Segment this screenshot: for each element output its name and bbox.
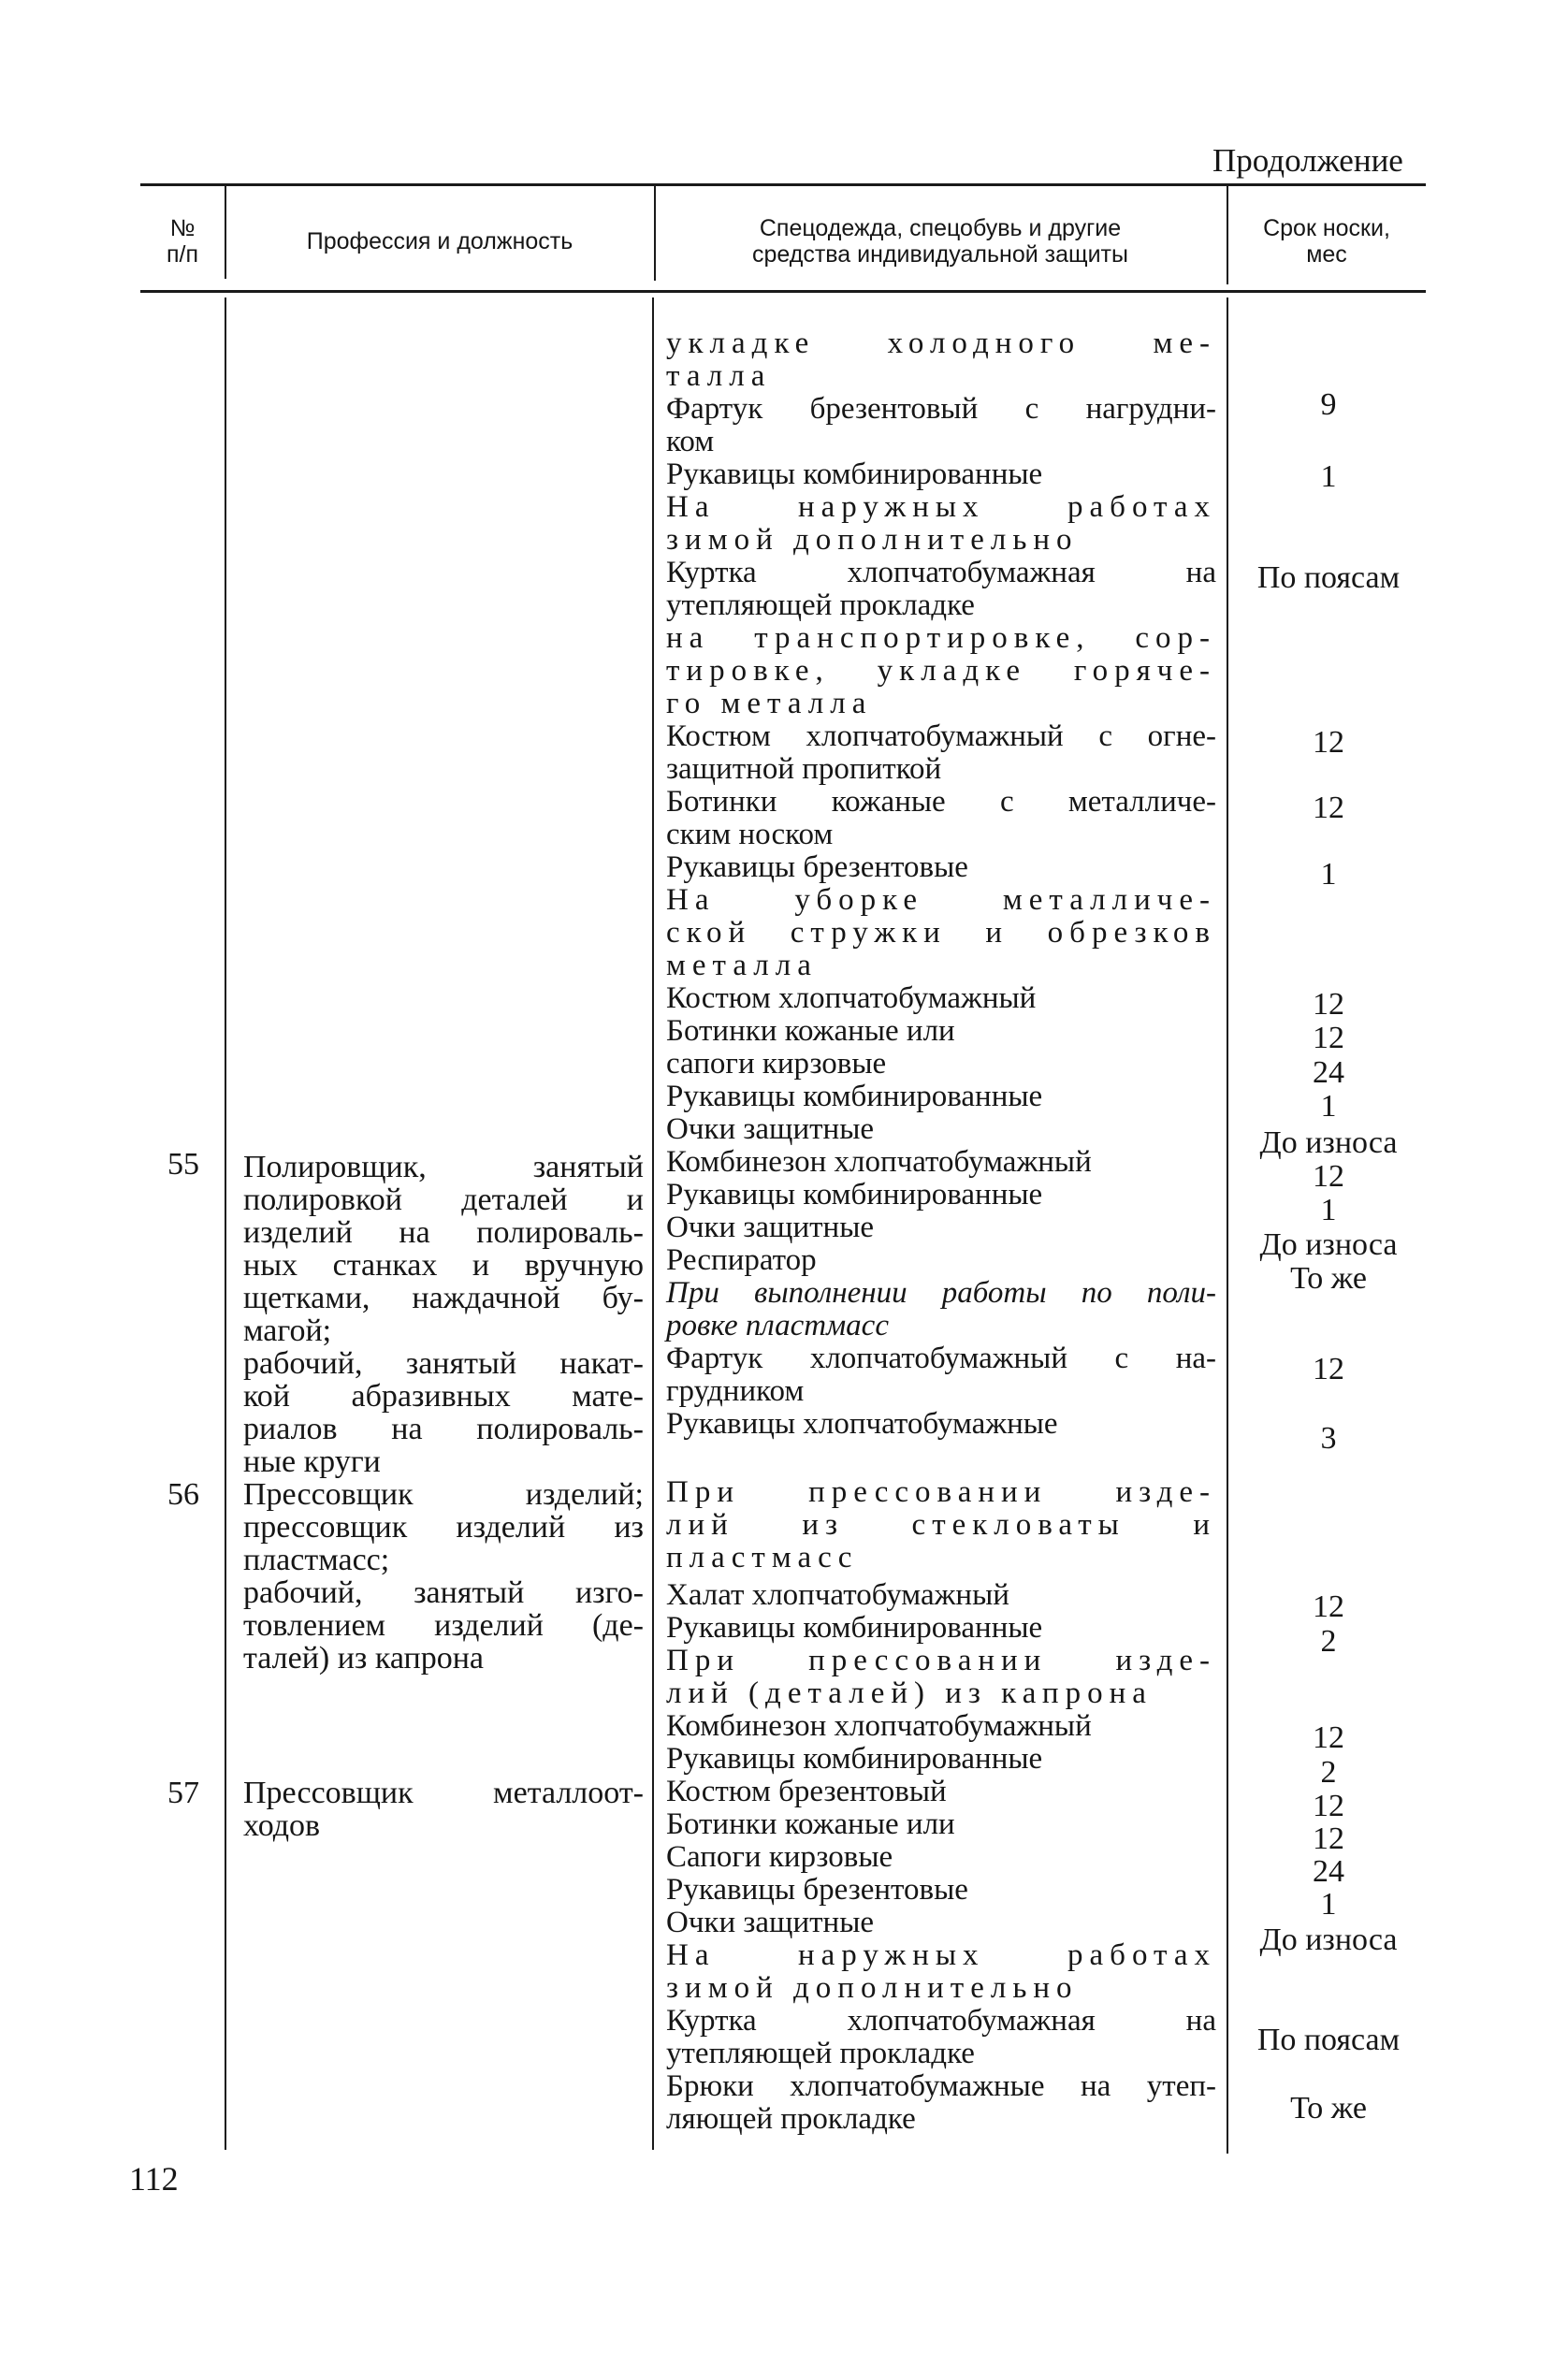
item-11: Ботинки кожаные или xyxy=(666,1014,955,1048)
item-28: Костюм брезентовый xyxy=(666,1775,947,1808)
profession-57-scrap-presser: Прессовщик металлоот- ходов xyxy=(243,1776,644,1843)
term-19: 12 xyxy=(1313,1720,1344,1755)
item-14: Очки защитные xyxy=(666,1112,875,1146)
item-7: Ботинки кожаные с металличе- ским носком xyxy=(666,785,1216,851)
item-9: На уборке металличе- ской стружки и обрезков металла xyxy=(666,883,1216,982)
term-22: 12 xyxy=(1313,1821,1344,1856)
item-13: Рукавицы комбинированные xyxy=(666,1080,1043,1113)
item-34: Куртка хлопчатобумажная на утепляющей прокладке xyxy=(666,2004,1216,2070)
term-25: До износа xyxy=(1259,1922,1398,1957)
term-18: 2 xyxy=(1320,1624,1337,1659)
body-divider-3 xyxy=(1227,297,1228,2154)
item-23: Халат хлопчатобумажный xyxy=(666,1578,1009,1612)
term-6: 12 xyxy=(1313,987,1344,1022)
profession-56-kapron-worker: рабочий, занятый изго- товлением изделий (де- талей) из капрона xyxy=(243,1575,644,1676)
body-divider-2 xyxy=(652,297,654,2150)
item-31: Рукавицы брезентовые xyxy=(666,1873,968,1907)
item-32: Очки защитные xyxy=(666,1906,875,1939)
term-15: 12 xyxy=(1313,1352,1344,1386)
item-16: Рукавицы комбинированные xyxy=(666,1178,1043,1212)
item-5: на транспортировке, сор- тировке, укладке горяче- го металла xyxy=(666,621,1216,720)
item-24: Рукавицы комбинированные xyxy=(666,1611,1043,1645)
row-number-55: 55 xyxy=(167,1147,199,1182)
term-12: 1 xyxy=(1320,1193,1337,1227)
header-equipment: Спецодежда, спецобувь и другие средства индивидуальной защиты xyxy=(752,215,1128,268)
item-18: Респиратор xyxy=(666,1243,817,1277)
item-10: Костюм хлопчатобумажный xyxy=(666,981,1037,1015)
term-2: По поясам xyxy=(1256,560,1401,595)
body-divider-1 xyxy=(225,297,226,2150)
term-20: 2 xyxy=(1320,1755,1337,1790)
page-number: 112 xyxy=(129,2160,179,2198)
item-22: При прессовании изде- лий из стекловаты и пластмасс xyxy=(666,1475,1216,1574)
profession-55-abrasive-worker: рабочий, занятый накат- кой абразивных мате- риалов на полироваль- ные круги xyxy=(243,1346,644,1479)
item-1: Фартук брезентовый с нагрудни- ком xyxy=(666,392,1216,458)
item-17: Очки защитные xyxy=(666,1211,875,1244)
item-15: Комбинезон хлопчатобумажный xyxy=(666,1145,1092,1179)
row-number-56: 56 xyxy=(167,1477,199,1512)
continuation-label: Продолжение xyxy=(1212,142,1403,179)
item-33: На наружных работах зимой дополнительно xyxy=(666,1938,1216,2005)
item-4: Куртка хлопчатобумажная на утепляющей прокладке xyxy=(666,556,1216,622)
term-4: 12 xyxy=(1313,791,1344,825)
term-24: 1 xyxy=(1320,1887,1337,1922)
term-11: 12 xyxy=(1313,1159,1344,1194)
item-2: Рукавицы комбинированные xyxy=(666,457,1043,491)
term-26: По поясам xyxy=(1256,2023,1401,2057)
profession-56-presser: Прессовщик изделий; прессовщик изделий из пластмасс; xyxy=(243,1477,644,1577)
term-21: 12 xyxy=(1313,1789,1344,1823)
term-8: 24 xyxy=(1313,1055,1344,1090)
term-10: До износа xyxy=(1259,1125,1398,1160)
table-top-rule xyxy=(140,183,1426,186)
profession-55-polisher: Полировщик, занятый полировкой деталей и изделий на полироваль- ных станках и вручную щетками, наждачной бу- магой; xyxy=(243,1150,644,1348)
term-9: 1 xyxy=(1320,1089,1337,1124)
item-30: Сапоги кирзовые xyxy=(666,1840,893,1874)
item-8: Рукавицы брезентовые xyxy=(666,850,968,884)
term-14: То же xyxy=(1290,1261,1367,1296)
term-13: До износа xyxy=(1259,1227,1398,1262)
item-19: При выполнении работы по поли- ровке пластмасс xyxy=(666,1276,1216,1342)
item-6: Костюм хлопчатобумажный с огне- защитной пропиткой xyxy=(666,719,1216,786)
row-number-57: 57 xyxy=(167,1776,199,1810)
item-35: Брюки хлопчатобумажные на утеп- ляющей прокладке xyxy=(666,2069,1216,2136)
item-25: При прессовании изде- лий (деталей) из капрона xyxy=(666,1644,1216,1710)
item-21: Рукавицы хлопчатобумажные xyxy=(666,1407,1058,1441)
term-1: 1 xyxy=(1320,459,1337,494)
header-num: № п/п xyxy=(166,215,199,268)
item-20: Фартук хлопчатобумажный с на- грудником xyxy=(666,1342,1216,1408)
term-17: 12 xyxy=(1313,1589,1344,1624)
item-3: На наружных работах зимой дополнительно xyxy=(666,490,1216,557)
item-29: Ботинки кожаные или xyxy=(666,1807,955,1841)
term-27: То же xyxy=(1290,2091,1367,2126)
term-3: 12 xyxy=(1313,725,1344,760)
item-12: сапоги кирзовые xyxy=(666,1047,887,1081)
term-0: 9 xyxy=(1320,387,1337,422)
header-profession: Профессия и должность xyxy=(306,228,573,254)
item-0: укладке холодного ме- талла xyxy=(666,326,1216,393)
header-term: Срок носки, мес xyxy=(1263,215,1390,268)
item-27: Рукавицы комбинированные xyxy=(666,1742,1043,1776)
term-7: 12 xyxy=(1313,1021,1344,1055)
item-26: Комбинезон хлопчатобумажный xyxy=(666,1709,1092,1743)
term-5: 1 xyxy=(1320,857,1337,892)
header-bottom-rule xyxy=(140,290,1426,293)
term-16: 3 xyxy=(1320,1421,1337,1456)
term-23: 24 xyxy=(1313,1854,1344,1889)
